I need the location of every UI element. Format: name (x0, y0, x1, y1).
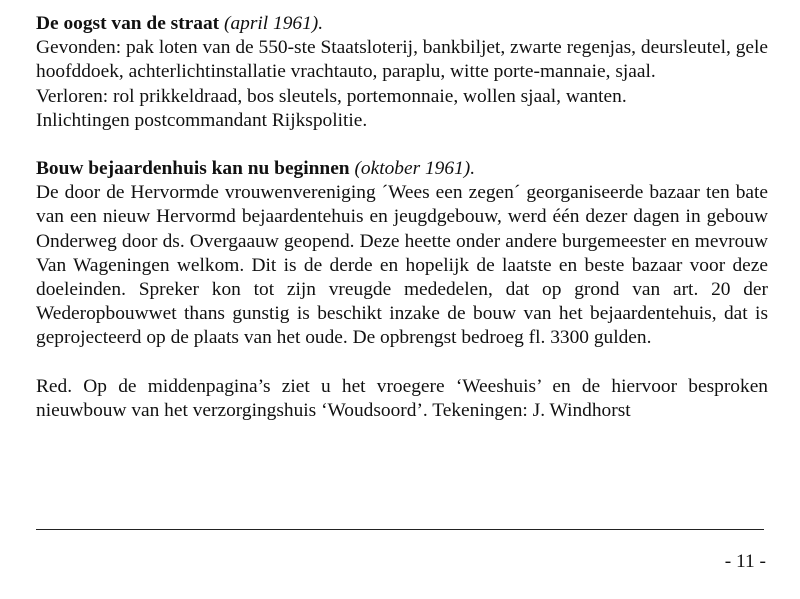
editor-note: Red. Op de middenpagina’s ziet u het vroegere ‘Weeshuis’ en de hiervoor besproken nieuwbouw van het verzorgingshuis ‘Woudsoord’. Tekeningen: J. Windhorst (36, 375, 768, 421)
found-items-paragraph: Gevonden: pak loten van de 550-ste Staatsloterij, bankbiljet, zwarte regenjas, deursleutel, gele hoofddoek, achterlichtinstallatie vrachtauto, paraplu, witte porte-mannaie, sjaal. (36, 37, 768, 83)
document-page (36, 12, 768, 423)
article-headline (36, 157, 768, 181)
information-paragraph: Inlichtingen postcommandant Rijkspolitie. (36, 109, 368, 131)
page-number: - 11 - (724, 551, 766, 572)
footer-divider (36, 529, 764, 530)
article-headline (36, 12, 768, 36)
article-title: De oogst van de straat (36, 13, 220, 34)
article-date: (oktober 1961). (354, 158, 476, 180)
article-oogst-van-de-straat (36, 12, 768, 133)
article-body: De door de Hervormde vrouwenvereniging ´Wees een zegen´ georganiseerde bazaar ten bate van een nieuw Hervormd bejaardentehuis en jeugdgebouw, werd één dezer dagen in gebouw Onderweg door ds. Overgaauw geopend. Deze heette onder andere burgemeester en mevrouw Van Wageningen welkom. Dit is de derde en hopelijk de laatste en beste bazaar voor deze doeleinden. Spreker kon tot zijn vreugde mededelen, dat op grond van art. 20 der Wederopbouwwet thans gunstig is beschikt inzake de bouw van het bejaardentehuis, dat is geprojecteerd op de plaats van het oude. De opbrengst bedroeg fl. 3300 gulden. (36, 182, 768, 349)
article-title: Bouw bejaardenhuis kan nu beginnen (36, 158, 350, 180)
lost-items-paragraph: Verloren: rol prikkeldraad, bos sleutels, portemonnaie, wollen sjaal, wanten. (36, 85, 627, 107)
article-date: (april 1961). (223, 13, 324, 34)
article-bouw-bejaardenhuis (36, 157, 768, 351)
